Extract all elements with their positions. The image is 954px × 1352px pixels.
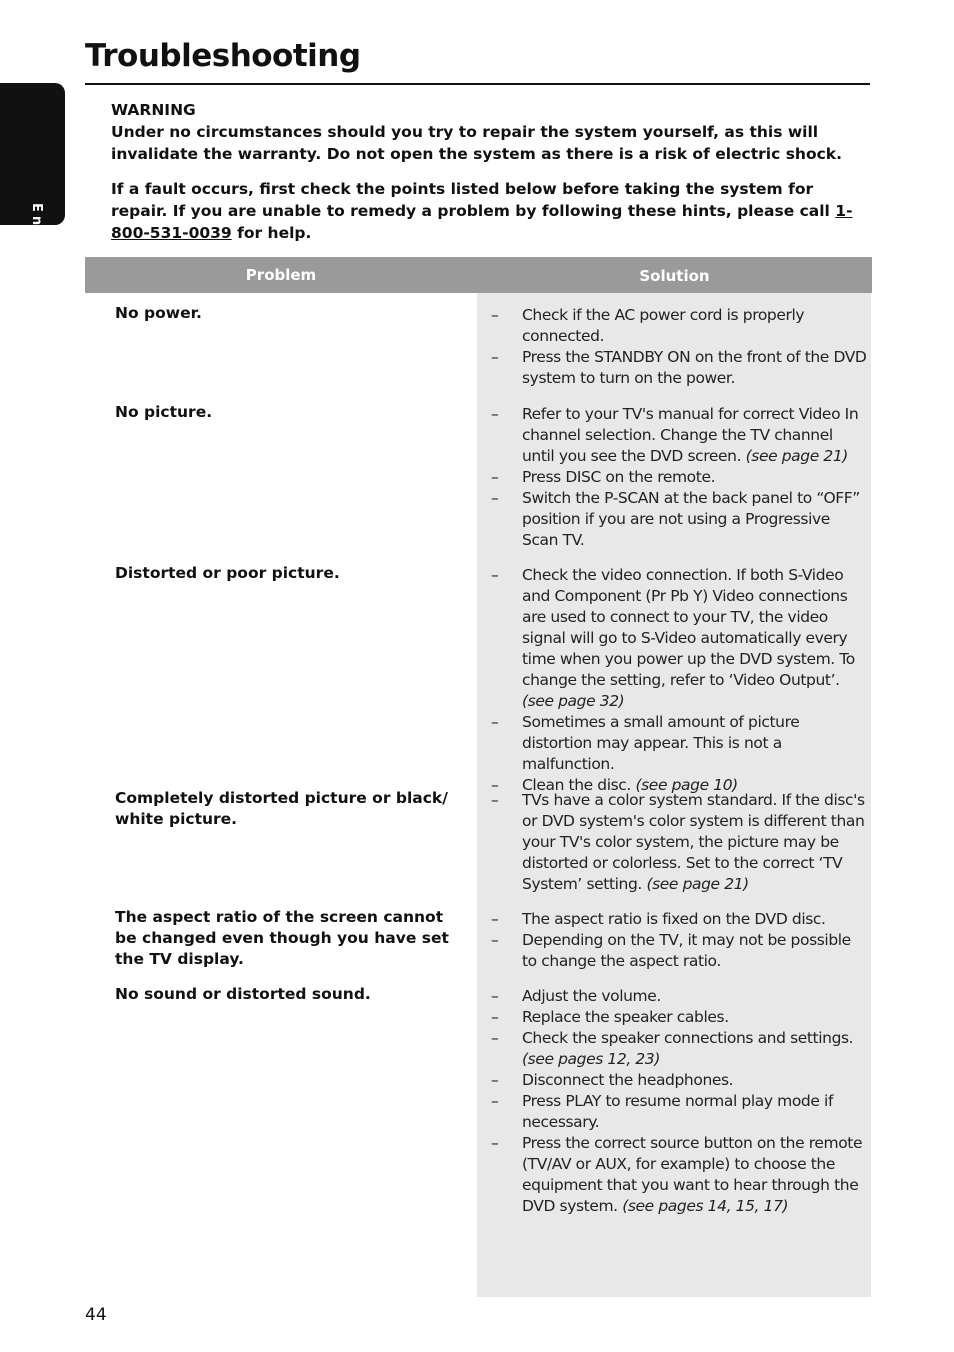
dash-bullet: – <box>491 713 499 731</box>
warning-text: Under no circumstances should you try to repair the system yourself, as this will invalidate the warranty. Do not open the system as there is a risk of electric shock. <box>111 123 842 163</box>
dash-bullet: – <box>491 1092 499 1110</box>
language-tab <box>0 83 65 285</box>
solution-text: Disconnect the headphones. <box>522 1071 734 1089</box>
warning-heading: WARNING <box>111 101 196 119</box>
solution-text: Check the video connection. If both S-Video and Component (Pr Pb Y) Video connections are used to connect to your TV, the video signal will go to S-Video automatically every time when you power up the DVD system. To change the setting, refer to ‘Video Output’. <box>522 566 855 689</box>
problem-text: No sound or distorted sound. <box>115 985 371 1003</box>
help-phone-number: 1-800-531-0039 <box>111 202 853 242</box>
solution-item <box>491 909 869 930</box>
dash-bullet: – <box>491 1029 499 1047</box>
solution-text: TVs have a color system standard. If the disc's or DVD system's color system is different than your TV's color system, the picture may be distorted or colorless. Set to the correct ‘TV System’ setting. <box>522 791 865 893</box>
table-header <box>85 257 872 293</box>
solution-text: Press the correct source button on the remote (TV/AV or AUX, for example) to choose the equipment that you want to hear through the DVD system. <box>522 1134 863 1215</box>
problem-text: No picture. <box>115 403 213 421</box>
page-reference: (see page 10) <box>635 776 738 794</box>
solution-text: Press PLAY to resume normal play mode if necessary. <box>522 1092 833 1131</box>
dash-bullet: – <box>491 306 499 324</box>
solution-list <box>491 909 869 972</box>
dash-bullet: – <box>491 776 499 794</box>
solution-item <box>491 712 869 775</box>
dash-bullet: – <box>491 987 499 1005</box>
solution-list <box>491 986 869 1217</box>
intro-text-after: for help. <box>231 224 312 242</box>
solution-text: Sometimes a small amount of picture distortion may appear. This is not a malfunction. <box>522 713 800 773</box>
solution-item <box>491 1091 869 1133</box>
problem-text: The aspect ratio of the screen cannot be changed even though you have set the TV display. <box>115 908 449 968</box>
solution-item <box>491 404 869 467</box>
intro-paragraph <box>111 178 863 244</box>
solution-item <box>491 790 869 895</box>
dash-bullet: – <box>491 468 499 486</box>
solution-list <box>491 565 869 796</box>
solution-item <box>491 930 869 972</box>
solution-text: Check if the AC power cord is properly connected. <box>522 306 805 345</box>
dash-bullet: – <box>491 405 499 423</box>
solution-list <box>491 790 869 895</box>
solution-list <box>491 404 869 551</box>
solution-item <box>491 986 869 1007</box>
header-problem: Problem <box>245 266 317 284</box>
solution-text: Replace the speaker cables. <box>522 1008 729 1026</box>
header-solution: Solution <box>639 267 710 285</box>
solution-text: The aspect ratio is fixed on the DVD disc. <box>522 910 826 928</box>
intro-block <box>111 99 863 257</box>
solution-item <box>491 1070 869 1091</box>
dash-bullet: – <box>491 489 499 507</box>
dash-bullet: – <box>491 1008 499 1026</box>
solution-text: Clean the disc. <box>522 776 636 794</box>
solution-item <box>491 1028 869 1070</box>
language-tab-label: English <box>29 203 44 285</box>
dash-bullet: – <box>491 348 499 366</box>
solution-text: Refer to your TV's manual for correct Video In channel selection. Change the TV channel until you see the DVD screen. <box>522 405 859 465</box>
dash-bullet: – <box>491 931 499 949</box>
intro-text-before: If a fault occurs, first check the points listed below before taking the system for repair. If you are unable to remedy a problem by following these hints, please call <box>111 180 836 220</box>
solution-item <box>491 1133 869 1217</box>
solution-item <box>491 347 869 389</box>
page-reference: (see pages 12, 23) <box>522 1050 660 1068</box>
dash-bullet: – <box>491 1134 499 1152</box>
dash-bullet: – <box>491 566 499 584</box>
dash-bullet: – <box>491 910 499 928</box>
problem-text: Distorted or poor picture. <box>115 564 340 582</box>
solution-item <box>491 488 869 551</box>
solution-text: Adjust the volume. <box>522 987 661 1005</box>
page-reference: (see pages 14, 15, 17) <box>622 1197 789 1215</box>
solution-item <box>491 305 869 347</box>
page-reference: (see page 21) <box>646 875 749 893</box>
solution-text: Check the speaker connections and settings. <box>522 1029 854 1047</box>
dash-bullet: – <box>491 1071 499 1089</box>
solution-item <box>491 1007 869 1028</box>
solution-text: Switch the P-SCAN at the back panel to “OFF” position if you are not using a Progressive Scan TV. <box>522 489 860 549</box>
warning-block <box>111 99 863 165</box>
solution-text: Press DISC on the remote. <box>522 468 716 486</box>
title-divider <box>85 83 870 85</box>
solution-item <box>491 467 869 488</box>
page-reference: (see page 32) <box>522 692 625 710</box>
solution-list <box>491 305 869 389</box>
dash-bullet: – <box>491 791 499 809</box>
page-number: 44 <box>85 1305 107 1325</box>
page-title: Troubleshooting <box>85 38 361 74</box>
solution-item <box>491 565 869 712</box>
solution-text: Press the STANDBY ON on the front of the DVD system to turn on the power. <box>522 348 867 387</box>
problem-text: No power. <box>115 304 202 322</box>
problem-text: Completely distorted picture or black/ white picture. <box>115 789 448 828</box>
solution-text: Depending on the TV, it may not be possible to change the aspect ratio. <box>522 931 851 970</box>
page-reference: (see page 21) <box>745 447 848 465</box>
